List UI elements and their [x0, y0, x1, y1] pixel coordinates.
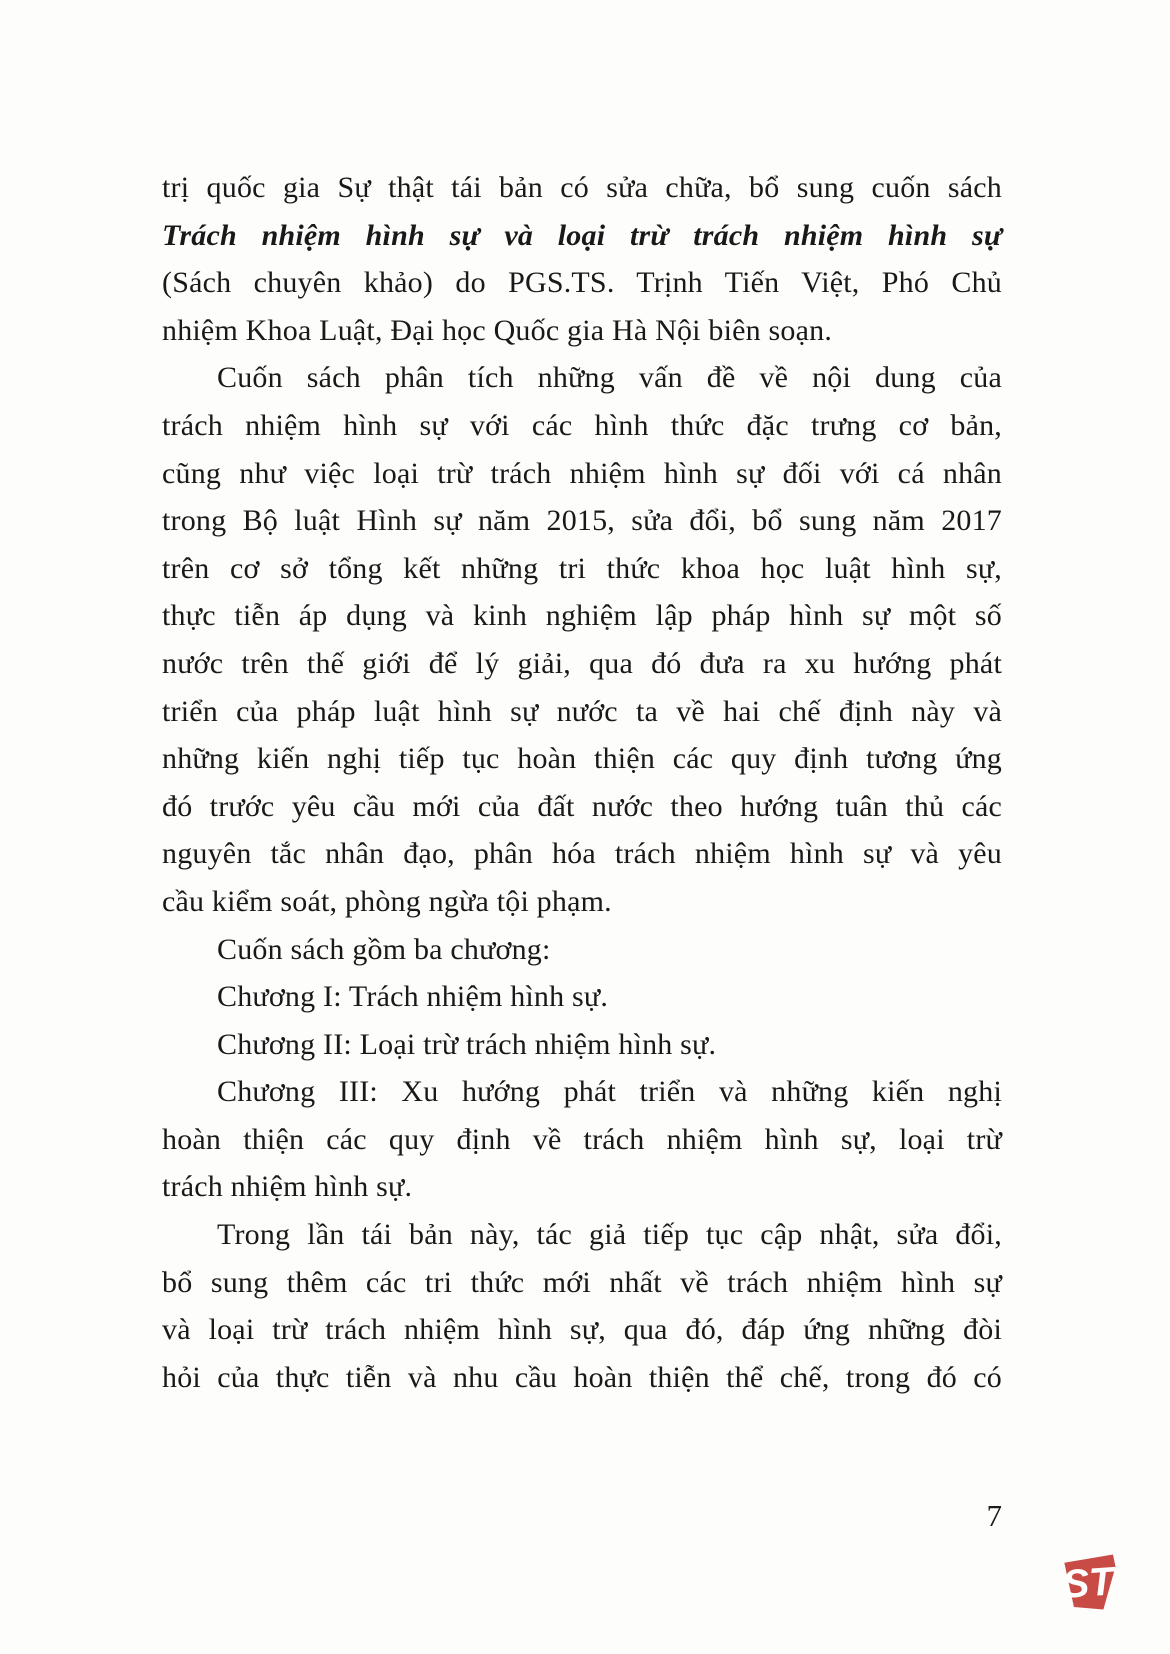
text-line: hỏi của thực tiễn và nhu cầu hoàn thiện thể chế, trong đó có	[162, 1360, 1002, 1394]
text-line: Chương II: Loại trừ trách nhiệm hình sự.	[217, 1027, 717, 1061]
text-line: những kiến nghị tiếp tục hoàn thiện các quy định tương ứng	[162, 742, 1002, 776]
text-line: Trách nhiệm hình sự và loại trừ trách nhiệm hình sự	[162, 218, 1002, 252]
text-line: cầu kiểm soát, phòng ngừa tội phạm.	[162, 884, 612, 918]
text-line: trong Bộ luật Hình sự năm 2015, sửa đổi, bổ sung năm 2017	[162, 504, 1002, 538]
text-line: Cuốn sách phân tích những vấn đề về nội dung của	[217, 361, 1002, 395]
text-line: hoàn thiện các quy định về trách nhiệm hình sự, loại trừ	[162, 1122, 1002, 1156]
text-line: (Sách chuyên khảo) do PGS.TS. Trịnh Tiến Việt, Phó Chủ	[162, 266, 1002, 300]
st-logo-text: ST	[1061, 1559, 1115, 1607]
text-line: đó trước yêu cầu mới của đất nước theo hướng tuân thủ các	[162, 789, 1002, 823]
text-line: trên cơ sở tổng kết những tri thức khoa học luật hình sự,	[162, 551, 1002, 585]
text-line: trách nhiệm hình sự.	[162, 1170, 413, 1204]
text-line: Cuốn sách gồm ba chương:	[217, 932, 551, 966]
text-line: triển của pháp luật hình sự nước ta về hai chế định này và	[162, 694, 1002, 728]
text-line: trách nhiệm hình sự với các hình thức đặc trưng cơ bản,	[162, 408, 1002, 442]
text-line: Chương III: Xu hướng phát triển và những kiến nghị	[217, 1075, 1002, 1109]
text-line: nước trên thế giới để lý giải, qua đó đưa ra xu hướng phát	[162, 646, 1002, 680]
text-line: nhiệm Khoa Luật, Đại học Quốc gia Hà Nội biên soạn.	[162, 313, 833, 347]
text-line: Chương I: Trách nhiệm hình sự.	[217, 980, 609, 1014]
text-line: thực tiễn áp dụng và kinh nghiệm lập pháp hình sự một số	[162, 599, 1002, 633]
page-text-block	[162, 164, 1002, 1401]
page-number: 7	[986, 1498, 1002, 1533]
text-line: Trong lần tái bản này, tác giả tiếp tục cập nhật, sửa đổi,	[217, 1218, 1002, 1252]
st-logo-icon	[1056, 1548, 1120, 1616]
text-line: trị quốc gia Sự thật tái bản có sửa chữa, bổ sung cuốn sách	[162, 171, 1002, 204]
text-line: nguyên tắc nhân đạo, phân hóa trách nhiệm hình sự và yêu	[162, 837, 1002, 871]
text-line: và loại trừ trách nhiệm hình sự, qua đó, đáp ứng những đòi	[162, 1313, 1002, 1347]
text-line: cũng như việc loại trừ trách nhiệm hình sự đối với cá nhân	[162, 456, 1002, 490]
text-line: bổ sung thêm các tri thức mới nhất về trách nhiệm hình sự	[162, 1265, 1002, 1299]
publisher-logo	[1056, 1548, 1120, 1616]
